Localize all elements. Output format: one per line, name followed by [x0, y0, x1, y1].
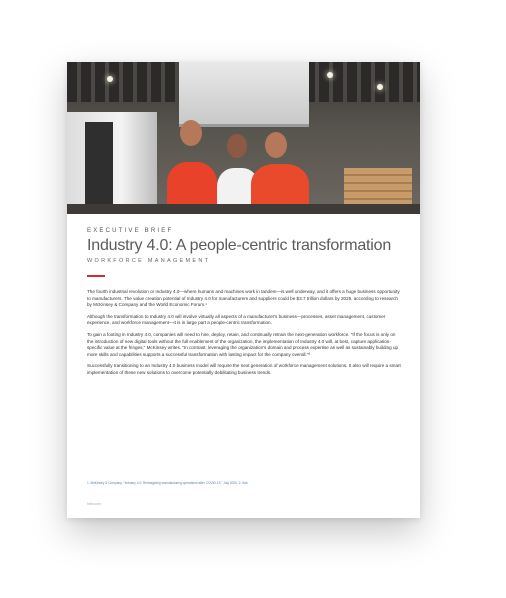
worker-right-head	[265, 132, 287, 158]
page-footer: Infor.com	[87, 502, 101, 506]
machine-housing	[179, 62, 309, 127]
hero-photo	[67, 62, 420, 214]
paragraph: The fourth industrial revolution or Industry 4.0—where humans and machines work in tandem—is well underway, and it offers a huge business opportunity to manufacturers. The value creation potential of Industry 4.0 for manufacturers and suppliers could be $3.7 trillion dollars by 2025, according to research by McKinsey & Company and the World Economic Forum.¹	[87, 289, 400, 308]
brief-content	[87, 228, 403, 382]
eyebrow-label: EXECUTIVE BRIEF	[87, 228, 174, 234]
factory-floor	[67, 204, 420, 214]
paragraph: Although the transformation to Industry 4.0 will involve virtually all aspects of a manufacturer's business—processes, asset management, customer experience, and workforce management—it is in large part a people-centric transformation.	[87, 313, 386, 326]
machine-panel	[85, 122, 113, 210]
ceiling-lamp	[327, 72, 333, 78]
document-page	[67, 62, 420, 518]
worker-left-head	[180, 120, 202, 146]
page-title: Industry 4.0: A people-centric transformation	[87, 237, 392, 254]
accent-rule	[87, 275, 105, 277]
footnote: 1. McKinsey & Company, "Industry 4.0: Reimagining manufacturing operations after COVID-19," July 2020. 2. Ibid.	[87, 481, 249, 485]
paragraph: To gain a footing in Industry 4.0, companies will need to hire, deploy, retain, and continually retrain the next-generation workforce. "If the focus is only on the introduction of new digital tools without the full enablement of the organization, the implementation of Industry 4.0 will, at best, capture application-specific value at the fringes," McKinsey writes. "In contrast, leveraging the organization's domain and process expertise as well as sustainably building up more skills and capabilities supports a successful transformation with lasting impact for the company overall."²	[87, 331, 399, 357]
paragraph: Successfully transitioning to an Industry 4.0 business model will require the next generation of workforce management solutions. It also will require a smart implementation of these new solutions to overcome potentially debilitating business trends.	[87, 363, 401, 375]
ceiling-lamp	[107, 76, 113, 82]
page-subtitle: WORKFORCE MANAGEMENT	[87, 258, 211, 264]
worker-center-head	[227, 134, 247, 158]
cardboard-stack	[344, 168, 412, 208]
body-text	[87, 289, 403, 377]
ceiling-lamp	[377, 84, 383, 90]
